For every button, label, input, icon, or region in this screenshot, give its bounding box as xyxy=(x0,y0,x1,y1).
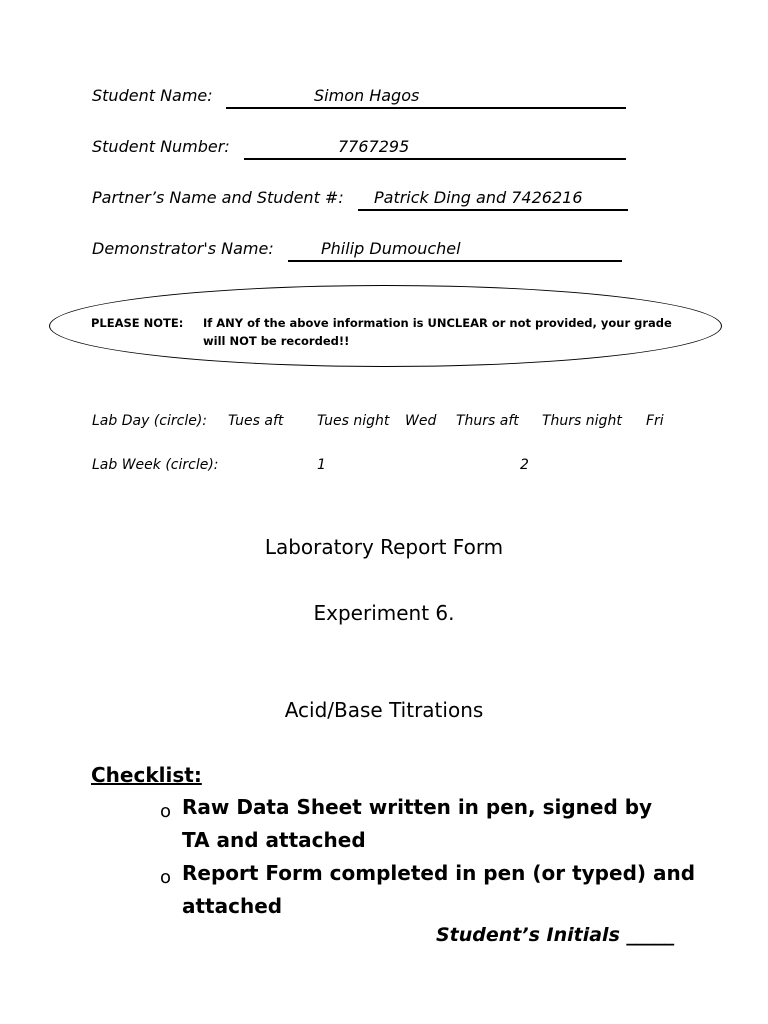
lab-week-option[interactable]: 2 xyxy=(520,457,529,473)
lab-day-label: Lab Day (circle): xyxy=(92,413,207,429)
lab-week-label: Lab Week (circle): xyxy=(92,457,219,473)
lab-day-option[interactable]: Tues night xyxy=(317,413,390,429)
demonstrator-value: Philip Dumouchel xyxy=(321,239,461,258)
student-name-value: Simon Hagos xyxy=(314,86,420,105)
lab-day-option[interactable]: Thurs night xyxy=(542,413,622,429)
demonstrator-field[interactable] xyxy=(288,239,622,262)
experiment-title: Experiment 6. xyxy=(313,601,455,625)
note-label: PLEASE NOTE: xyxy=(91,316,184,330)
checklist-title: Checklist: xyxy=(91,763,202,787)
lab-week-option[interactable]: 1 xyxy=(317,457,326,473)
topic-title: Acid/Base Titrations xyxy=(284,698,484,722)
student-number-field[interactable] xyxy=(244,137,626,160)
checklist-item-line: Report Form completed in pen (or typed) and xyxy=(182,861,696,885)
student-number-label: Student Number: xyxy=(92,137,230,156)
note-line-2: will NOT be recorded!! xyxy=(203,334,350,348)
checkbox-bullet-icon[interactable]: o xyxy=(160,867,172,888)
lab-day-option[interactable]: Tues aft xyxy=(228,413,284,429)
checklist-item-line: attached xyxy=(182,894,283,918)
checklist-item-line: Raw Data Sheet written in pen, signed by xyxy=(182,795,653,819)
demonstrator-label: Demonstrator's Name: xyxy=(92,239,274,258)
form-title: Laboratory Report Form xyxy=(264,535,504,559)
lab-day-option[interactable]: Thurs aft xyxy=(456,413,519,429)
checklist-item-line: TA and attached xyxy=(182,828,366,852)
lab-day-option[interactable]: Wed xyxy=(405,413,437,429)
partner-label: Partner’s Name and Student #: xyxy=(92,188,344,207)
partner-value: Patrick Ding and 7426216 xyxy=(374,188,583,207)
student-name-field[interactable] xyxy=(226,86,626,109)
student-number-value: 7767295 xyxy=(338,137,410,156)
note-line-1: If ANY of the above information is UNCLEAR or not provided, your grade xyxy=(203,316,672,330)
lab-day-option[interactable]: Fri xyxy=(646,413,664,429)
partner-field[interactable] xyxy=(358,188,628,211)
checklist-item xyxy=(0,856,768,926)
student-initials-label: Student’s Initials _____ xyxy=(436,924,674,946)
checklist-item xyxy=(0,790,768,860)
checkbox-bullet-icon[interactable]: o xyxy=(160,801,172,822)
student-name-label: Student Name: xyxy=(92,86,213,105)
